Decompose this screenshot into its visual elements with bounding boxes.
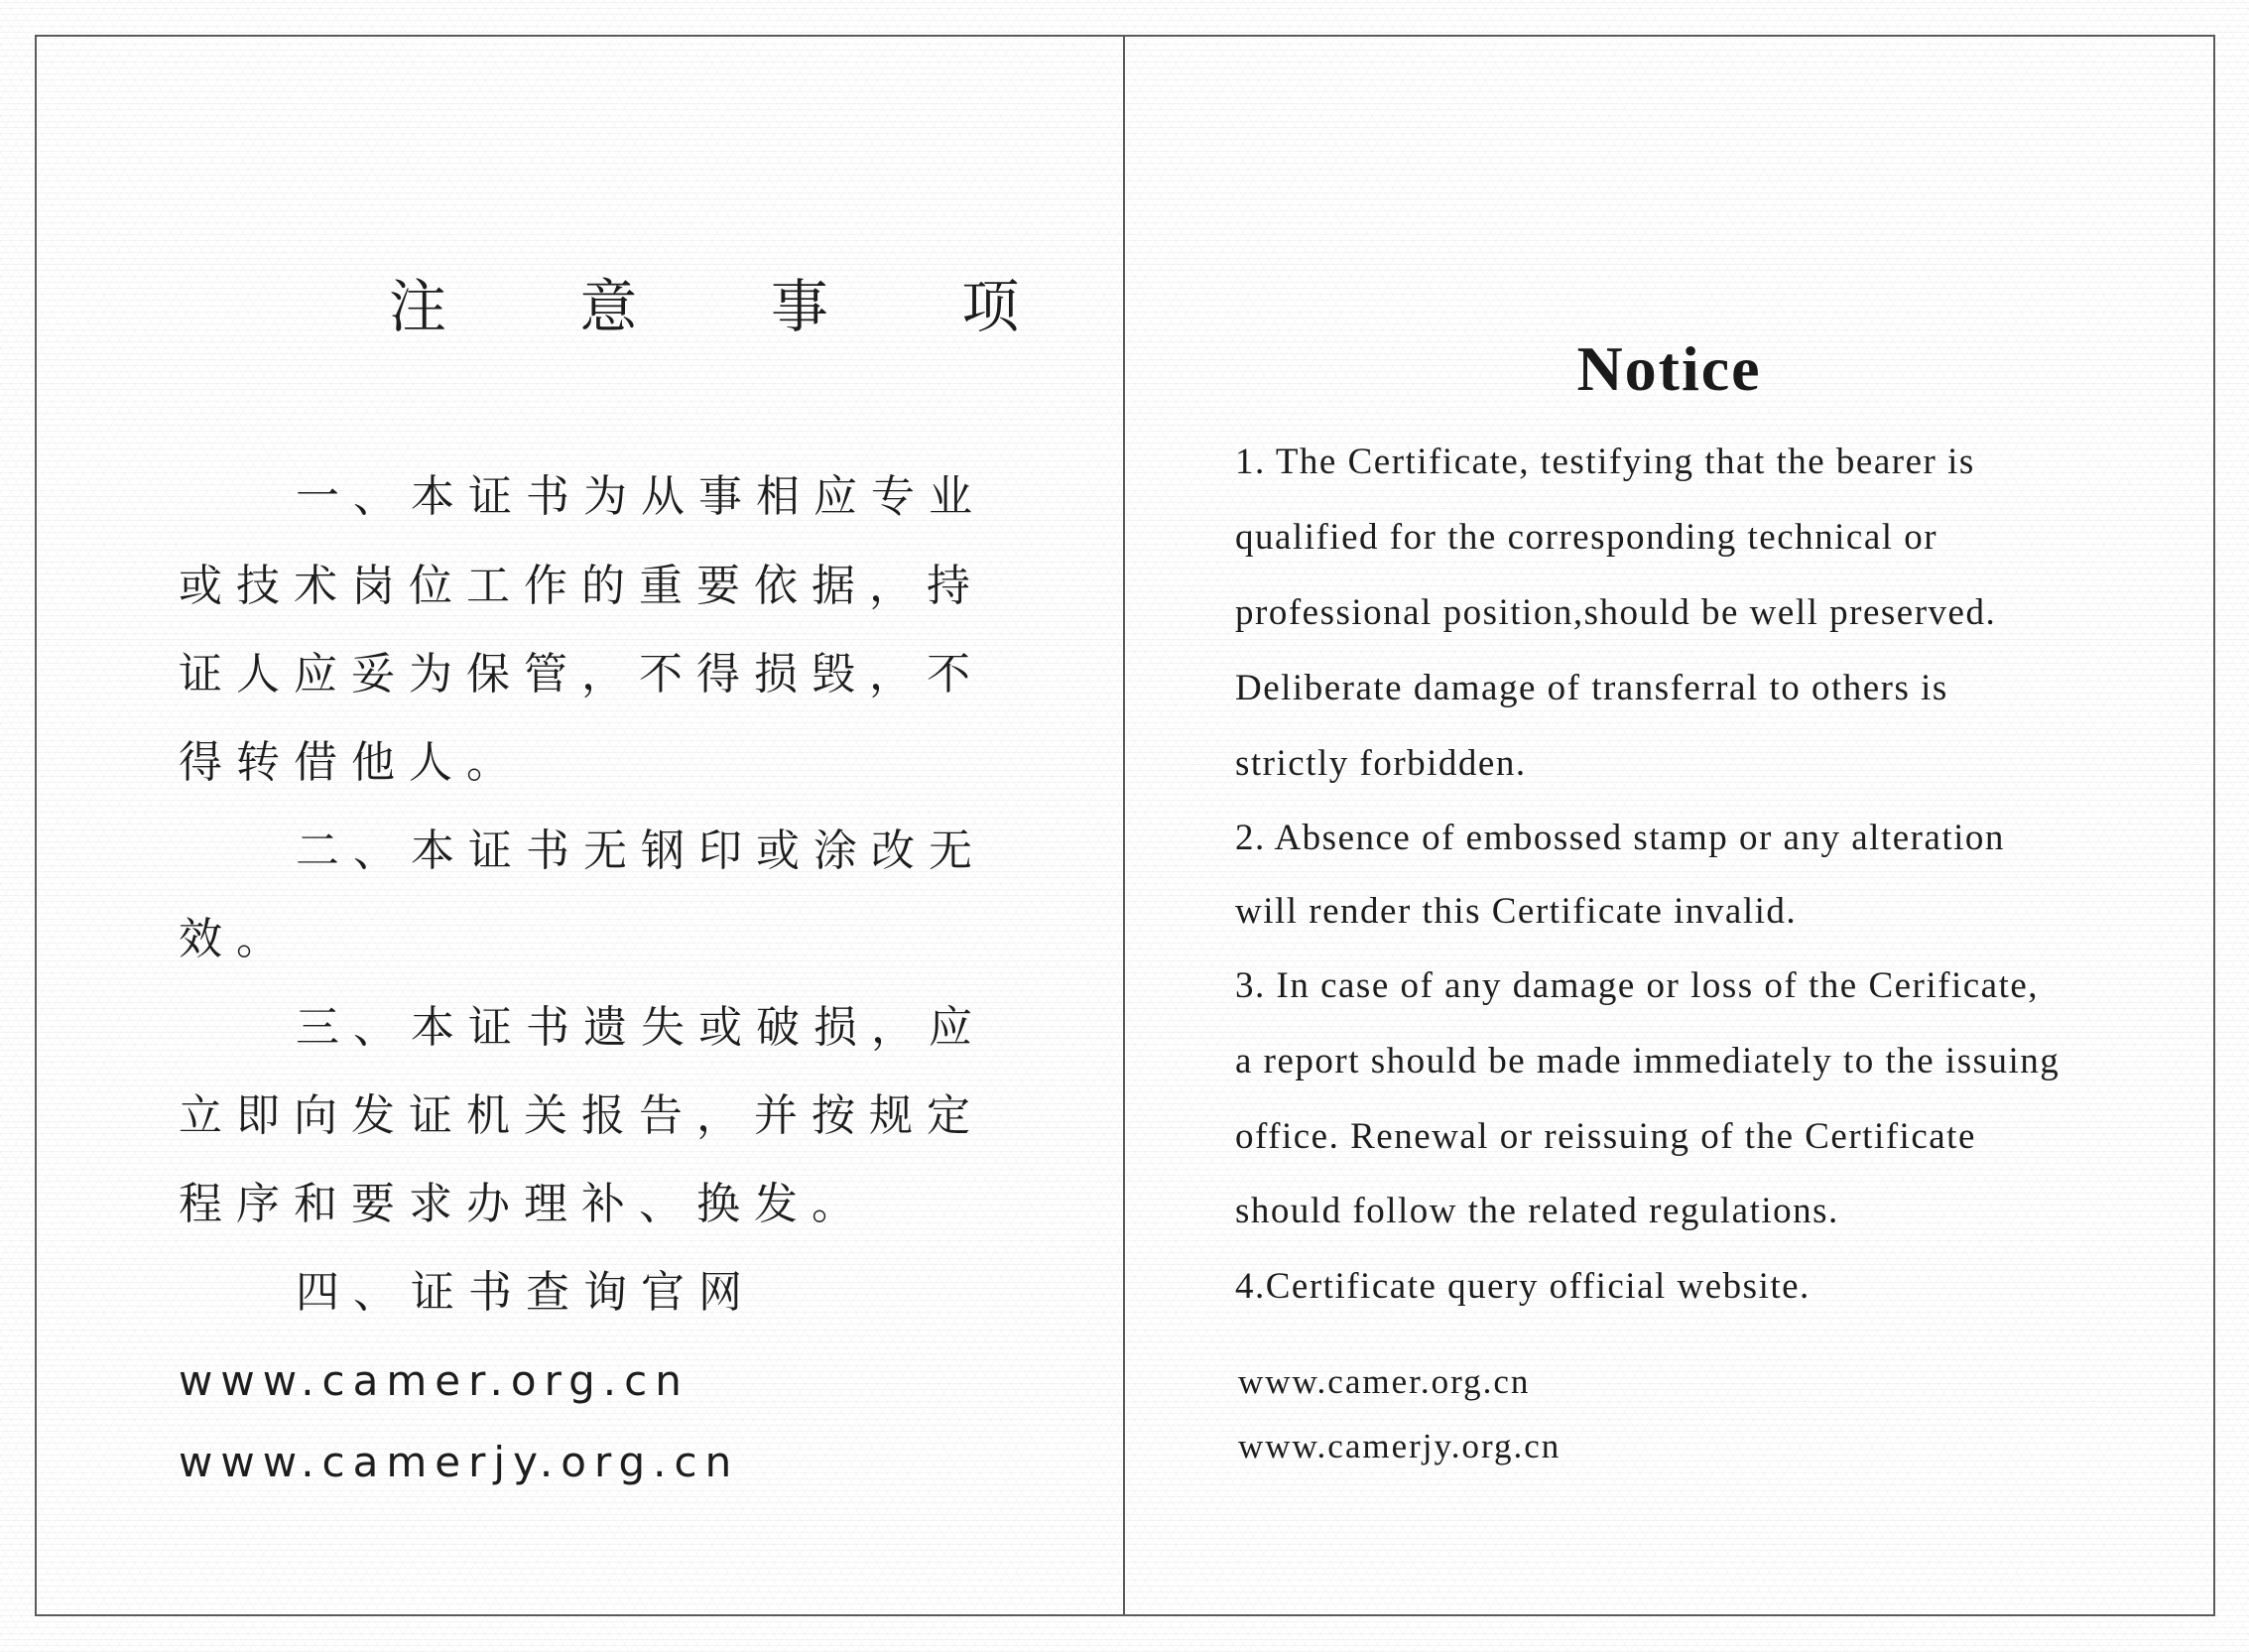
website-url: www.camer.org.cn [1238,1362,1531,1401]
website-url: www.camerjy.org.cn [179,1438,740,1486]
website-url: www.camer.org.cn [179,1356,689,1405]
chinese-line: 程序和要求办理补、换发。 [179,1179,869,1229]
chinese-notice-panel [37,37,1123,1614]
english-line: a report should be made immediately to the issuing [1235,1041,2061,1081]
english-line: 4.Certificate query official website. [1235,1266,1811,1307]
chinese-line: 四、证书查询官网 [296,1267,756,1318]
english-title: Notice [1576,333,1762,404]
english-line: 3. In case of any damage or loss of the Cerificate, [1235,965,2040,1006]
chinese-title: 注 意 事 项 [389,273,1077,340]
chinese-line: 三、本证书遗失或破损，应 [296,1002,986,1053]
chinese-line: 或技术岗位工作的重要依据，持 [179,561,984,611]
chinese-line: 立即向发证机关报告，并按规定 [179,1090,984,1141]
english-notice-panel [1125,37,2213,1614]
chinese-line: 效。 [179,914,294,964]
english-line: 1. The Certificate, testifying that the bearer is [1235,442,1975,482]
english-line: 2. Absence of embossed stamp or any alteration [1235,818,2005,858]
website-url: www.camerjy.org.cn [1238,1427,1562,1465]
chinese-line: 一、本证书为从事相应专业 [296,471,986,522]
english-line: office. Renewal or reissuing of the Certificate [1235,1116,1976,1157]
chinese-line: 得转借他人。 [179,737,524,788]
english-line: professional position,should be well preserved. [1235,592,1997,633]
english-line: will render this Certificate invalid. [1235,891,1798,932]
english-line: should follow the related regulations. [1235,1191,1839,1231]
english-line: qualified for the corresponding technical or [1235,517,1938,558]
english-line: Deliberate damage of transferral to others is [1235,668,1948,708]
chinese-line: 二、本证书无钢印或涂改无 [296,826,986,876]
english-line: strictly forbidden. [1235,743,1527,784]
chinese-line: 证人应妥为保管，不得损毁，不 [179,649,984,699]
